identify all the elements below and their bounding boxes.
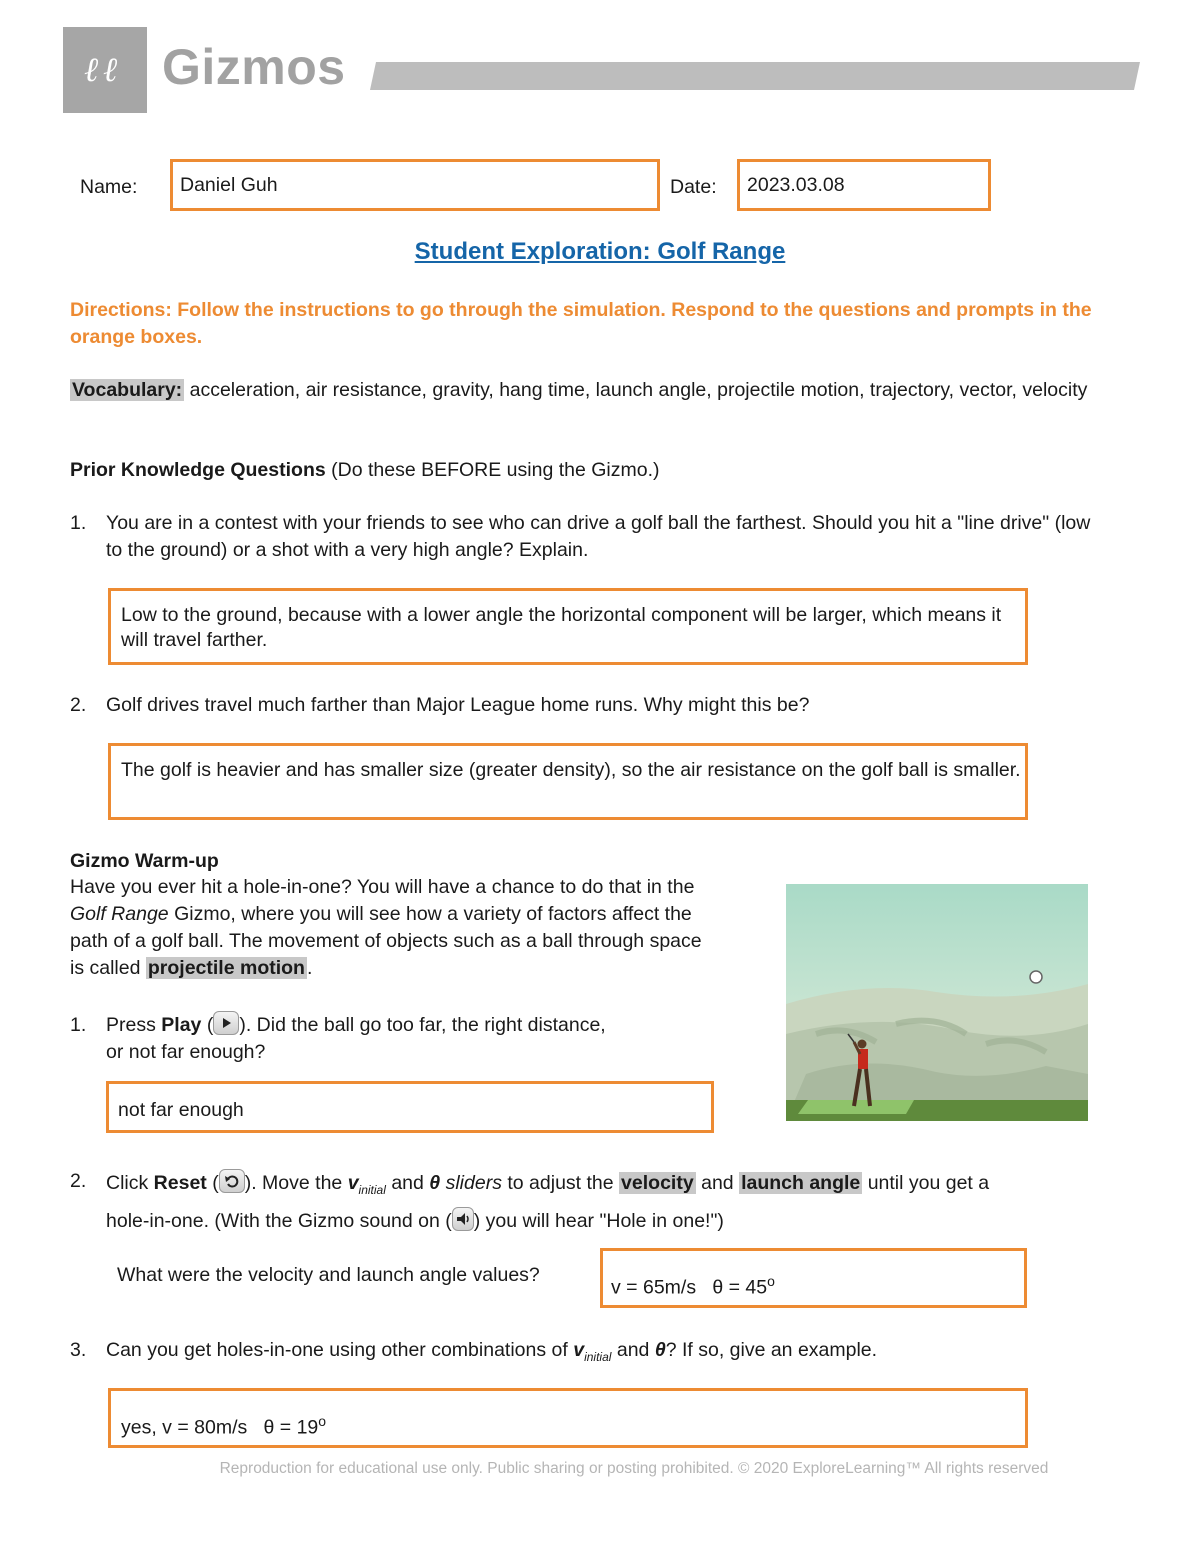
play-button-icon: [213, 1011, 239, 1035]
prior-knowledge-note: (Do these BEFORE using the Gizmo.): [331, 459, 660, 481]
vocabulary-paragraph: [70, 377, 1130, 404]
warmup-q1-answer: not far enough: [118, 1099, 244, 1121]
warmup-q2-number: 2.: [70, 1170, 87, 1192]
prior-q1-answer: Low to the ground, because with a lower angle the horizontal component will be larger, which means it will travel farther.: [121, 604, 1002, 651]
velocity-term: velocity: [621, 1172, 694, 1194]
warmup-q2-line-2: [106, 1206, 1106, 1237]
gizmos-logo-mark: [63, 27, 147, 113]
sliders-word: sliders: [445, 1172, 502, 1194]
reset-button-icon: [219, 1169, 245, 1193]
play-word: Play: [161, 1014, 202, 1036]
warmup-q3-degree: o: [318, 1413, 327, 1429]
warmup-q1-text: [106, 1012, 706, 1066]
date-label: Date:: [670, 176, 717, 198]
warmup-q1-pre: Press: [106, 1014, 156, 1036]
v-initial-symbol-q3: v: [573, 1339, 585, 1361]
golf-range-illustration: [786, 884, 1088, 1121]
golf-ball: [1030, 971, 1042, 983]
theta-symbol: θ: [429, 1172, 441, 1194]
warmup-q3-and: and: [616, 1339, 650, 1361]
warmup-intro-line-4: [70, 955, 780, 982]
v-initial-subscript-q3: initial: [584, 1349, 612, 1364]
warmup-q1-answer-box[interactable]: [106, 1081, 714, 1133]
warmup-q3-pre: Can you get holes-in-one using other combinations of: [106, 1339, 568, 1361]
reset-word: Reset: [153, 1172, 207, 1194]
warmup-q2-line-2-post: ) you will hear "Hole in one!"): [473, 1209, 724, 1232]
warmup-q2-answer-box[interactable]: [600, 1248, 1027, 1308]
page-title: Student Exploration: Golf Range: [414, 238, 786, 265]
warmup-q3-text: [106, 1337, 1106, 1371]
warmup-q2-degree: o: [767, 1273, 775, 1289]
warmup-q1-number: 1.: [70, 1014, 87, 1036]
prior-q2-text: Golf drives travel much farther than Major League home runs. Why might this be?: [106, 694, 810, 716]
prior-q2-number: 2.: [70, 694, 87, 716]
warmup-intro-line-4-post: .: [306, 957, 313, 979]
vocabulary-terms: acceleration, air resistance, gravity, hang time, launch angle, projectile motion, trajectory, vector, velocity: [189, 379, 1088, 401]
svg-text:ℓ: ℓ: [84, 50, 99, 90]
warmup-q3-number: 3.: [70, 1339, 87, 1361]
prior-q2-answer-box[interactable]: [108, 743, 1028, 820]
warmup-q2-until: until you get a: [867, 1172, 990, 1194]
warmup-q2-click-word: Click: [106, 1172, 149, 1194]
warmup-intro-line-2-rest: Gizmo, where you will see how a variety of factors affect the: [174, 903, 692, 925]
v-initial-subscript: initial: [358, 1182, 386, 1197]
warmup-q3-answer-box[interactable]: [108, 1388, 1028, 1448]
launch-angle-term: launch angle: [741, 1172, 861, 1194]
warmup-heading: Gizmo Warm-up: [70, 850, 219, 872]
prior-q1-text: You are in a contest with your friends to see who can drive a golf ball the farthest. Should you hit a "line drive" (low to the ground) or a shot with a very high angle? Explain.: [106, 512, 1091, 561]
warmup-q2-sub-question: What were the velocity and launch angle values?: [117, 1264, 540, 1286]
warmup-intro: [70, 874, 780, 982]
warmup-q2-line-1: [106, 1168, 1106, 1206]
svg-text:ℓ: ℓ: [103, 50, 118, 90]
warmup-q1-open-paren: (: [206, 1014, 214, 1036]
warmup-intro-line-3: path of a golf ball. The movement of objects such as a ball through space: [70, 930, 702, 952]
prior-knowledge-heading-row: [70, 457, 1130, 484]
warmup-intro-line-1: Have you ever hit a hole-in-one? You will have a chance to do that in the: [70, 876, 695, 898]
warmup-q3-answer-main: yes, v = 80m/s θ = 19: [121, 1416, 319, 1439]
warmup-q1-post: ). Did the ball go too far, the right distance,: [239, 1014, 606, 1036]
theta-symbol-q3: θ: [654, 1339, 666, 1361]
warmup-q2-line-2-pre: hole-in-one. (With the Gizmo sound on (: [106, 1209, 452, 1232]
vocabulary-label: Vocabulary:: [72, 379, 183, 401]
name-field[interactable]: Daniel Guh: [170, 159, 660, 211]
sound-button-icon: [452, 1207, 474, 1231]
header-bar: [370, 62, 1140, 90]
warmup-q2-open-paren: (: [212, 1172, 219, 1194]
warmup-q2-and-2: and: [701, 1172, 734, 1194]
prior-knowledge-heading: Prior Knowledge Questions: [70, 459, 326, 481]
prior-q2-answer: The golf is heavier and has smaller size (greater density), so the air resistance on the golf ball is smaller.: [121, 759, 1021, 781]
prior-q1-answer-box[interactable]: [108, 588, 1028, 665]
warmup-q2-adjust: to adjust the: [507, 1172, 614, 1194]
warmup-q2-text: [106, 1168, 1106, 1237]
v-initial-symbol: v: [347, 1172, 359, 1194]
projectile-motion-term: projectile motion: [147, 957, 305, 979]
warmup-q1-line-2: or not far enough?: [106, 1041, 266, 1063]
warmup-q2-answer-main: v = 65m/s θ = 45: [611, 1276, 768, 1299]
logo-el-icon: [63, 27, 147, 113]
footer-copyright: Reproduction for educational use only. Public sharing or posting prohibited. © 2020 ExploreLearning™ All rights reserved: [219, 1460, 1049, 1477]
prior-q1-number: 1.: [70, 512, 87, 534]
warmup-q3-post: ? If so, give an example.: [665, 1339, 878, 1361]
warmup-q2-answer: [611, 1269, 1024, 1301]
name-label: Name:: [80, 176, 138, 198]
warmup-q3-answer: [121, 1409, 1025, 1441]
warmup-q2-and: and: [391, 1172, 424, 1194]
directions-text: Directions: Follow the instructions to go through the simulation. Respond to the questions and prompts in the orange boxes.: [70, 299, 1092, 348]
warmup-q2-move-the: ). Move the: [244, 1172, 343, 1194]
brand-name: Gizmos: [162, 39, 346, 95]
warmup-intro-line-2: [70, 901, 780, 928]
gizmo-name: Golf Range: [70, 903, 169, 925]
date-field[interactable]: 2023.03.08: [737, 159, 991, 211]
warmup-intro-line-4-pre: is called: [70, 957, 141, 979]
